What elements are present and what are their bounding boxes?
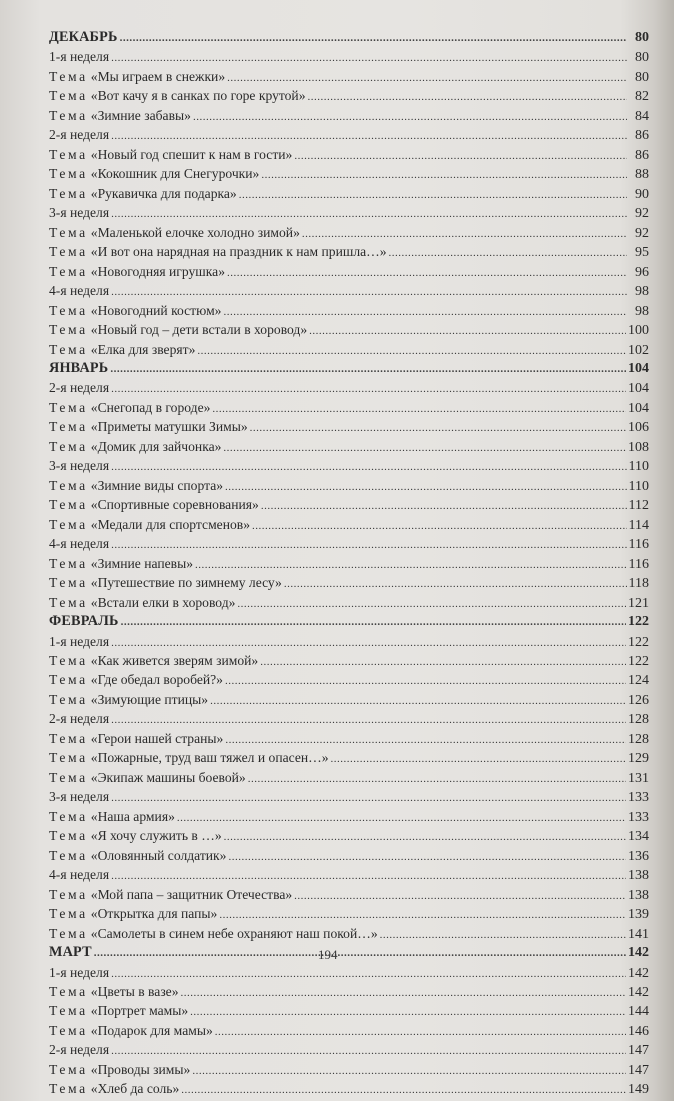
toc-entry-label: 4-я неделя: [49, 536, 110, 552]
toc-entry-prefix: Тема: [49, 185, 88, 201]
toc-entry-page: 110: [628, 459, 649, 475]
dot-leader: [212, 400, 626, 419]
toc-entry-topic: [49, 476, 649, 495]
toc-entry-title: [49, 690, 208, 709]
toc-entry-title: [49, 262, 225, 281]
toc-entry-week: [49, 709, 649, 728]
toc-entry-title: [49, 1021, 213, 1040]
toc-entry-label: «Рукавичка для подарка»: [90, 185, 237, 201]
toc-entry-title: [49, 378, 109, 397]
toc-entry-label: «Вот качу я в санках по горе крутой»: [90, 88, 306, 104]
toc-entry-label: ЯНВАРЬ: [49, 359, 109, 376]
toc-entry-title: [49, 515, 250, 534]
toc-entry-week: [49, 1040, 649, 1059]
toc-entry-page: 141: [628, 926, 649, 942]
toc-entry-label: «И вот она нарядная на праздник к нам пришла…»: [90, 244, 387, 260]
toc-entry-label: «Портрет мамы»: [90, 1003, 189, 1019]
toc-entry-title: [49, 554, 193, 573]
toc-entry-week: [49, 456, 649, 475]
toc-entry-title: [49, 456, 109, 475]
toc-entry-label: 2-я неделя: [49, 711, 110, 727]
dot-leader: [260, 653, 626, 672]
toc-entry-label: 2-я неделя: [49, 127, 110, 143]
toc-entry-page: 138: [628, 887, 649, 903]
toc-entry-title: [49, 47, 109, 66]
dot-leader: [120, 29, 627, 48]
toc-entry-title: [49, 1001, 188, 1020]
toc-entry-prefix: Тема: [49, 419, 88, 435]
toc-entry-prefix: Тема: [49, 886, 88, 902]
toc-entry-topic: [49, 690, 649, 709]
toc-entry-label: «Домик для зайчонка»: [90, 438, 222, 454]
toc-entry-title: [49, 787, 109, 806]
toc-entry-label: «Приметы матушки Зимы»: [90, 419, 248, 435]
dot-leader: [110, 360, 626, 379]
toc-entry-page: 142: [628, 965, 649, 981]
toc-entry-label: «Новый год спешит к нам в гости»: [90, 146, 293, 162]
dot-leader: [223, 439, 626, 458]
dot-leader: [309, 322, 626, 341]
toc-entry-week: [49, 281, 649, 300]
toc-entry-page: 147: [628, 1043, 649, 1059]
toc-entry-label: «Зимние виды спорта»: [90, 477, 224, 493]
toc-entry-label: «Путешествие по зимнему лесу»: [90, 575, 282, 591]
dot-leader: [192, 1062, 626, 1081]
toc-entry-label: «Кокошник для Снегурочки»: [90, 166, 260, 182]
toc-entry-label: «Елка для зверят»: [90, 341, 196, 357]
toc-entry-topic: [49, 1001, 649, 1020]
toc-entry-page: 106: [628, 420, 649, 436]
toc-entry-topic: [49, 184, 649, 203]
toc-entry-topic: [49, 768, 649, 787]
toc-entry-topic: [49, 164, 649, 183]
toc-entry-label: 3-я неделя: [49, 789, 110, 805]
toc-entry-topic: [49, 320, 649, 339]
toc-entry-topic: [49, 904, 649, 923]
dot-leader: [111, 789, 626, 808]
toc-entry-label: 2-я неделя: [49, 1042, 110, 1058]
toc-entry-title: [49, 729, 223, 748]
toc-entry-topic: [49, 826, 649, 845]
dot-leader: [94, 944, 626, 963]
toc-entry-topic: [49, 398, 649, 417]
dot-leader: [308, 88, 628, 107]
toc-entry-week: [49, 47, 649, 66]
toc-entry-page: 118: [628, 576, 649, 592]
dot-leader: [228, 848, 626, 867]
dot-leader: [284, 575, 627, 594]
toc-entry-label: МАРТ: [49, 944, 92, 961]
toc-entry-topic: [49, 729, 649, 748]
toc-entry-page: 110: [628, 478, 649, 494]
toc-entry-prefix: Тема: [49, 672, 88, 688]
toc-entry-page: 86: [635, 128, 649, 144]
toc-entry-page: 138: [628, 868, 649, 884]
toc-entry-topic: [49, 242, 649, 261]
dot-leader: [252, 517, 627, 536]
toc-entry-title: [49, 28, 118, 47]
toc-entry-topic: [49, 924, 649, 943]
toc-entry-label: «Оловянный солдатик»: [90, 847, 227, 863]
dot-leader: [294, 887, 626, 906]
toc-entry-label: «Герои нашей страны»: [90, 730, 224, 746]
toc-entry-month: [49, 28, 649, 47]
toc-entry-title: [49, 67, 225, 86]
toc-entry-page: 108: [628, 439, 649, 455]
toc-entry-page: 112: [628, 498, 649, 514]
toc-entry-page: 126: [628, 692, 649, 708]
toc-entry-page: 116: [628, 556, 649, 572]
dot-leader: [177, 809, 626, 828]
toc-entry-page: 147: [628, 1062, 649, 1078]
toc-entry-page: 102: [628, 342, 649, 358]
toc-entry-prefix: Тема: [49, 750, 88, 766]
toc-entry-label: «Зимние забавы»: [90, 107, 191, 123]
toc-entry-prefix: Тема: [49, 263, 88, 279]
toc-entry-label: 3-я неделя: [49, 205, 110, 221]
toc-entry-prefix: Тема: [49, 146, 88, 162]
toc-entry-month: [49, 943, 649, 962]
toc-entry-prefix: Тема: [49, 302, 88, 318]
toc-entry-title: [49, 924, 378, 943]
toc-entry-title: [49, 670, 223, 689]
toc-entry-page: 146: [628, 1023, 649, 1039]
toc-entry-week: [49, 865, 649, 884]
toc-entry-prefix: Тема: [49, 1003, 88, 1019]
dot-leader: [248, 770, 626, 789]
dot-leader: [190, 1003, 626, 1022]
toc-entry-topic: [49, 885, 649, 904]
toc-entry-title: [49, 943, 92, 962]
toc-entry-page: 122: [628, 614, 649, 630]
toc-entry-prefix: Тема: [49, 925, 88, 941]
toc-entry-page: 84: [635, 108, 649, 124]
dot-leader: [225, 478, 626, 497]
toc-entry-title: [49, 573, 282, 592]
toc-entry-title: [49, 846, 226, 865]
toc-entry-label: «Открытка для папы»: [90, 906, 218, 922]
toc-entry-page: 139: [628, 907, 649, 923]
toc-entry-prefix: Тема: [49, 808, 88, 824]
dot-leader: [389, 244, 627, 263]
toc-entry-label: «Цветы в вазе»: [90, 983, 179, 999]
toc-entry-label: «Новогодний костюм»: [90, 302, 222, 318]
toc-entry-title: [49, 534, 109, 553]
toc-entry-page: 128: [628, 712, 649, 728]
toc-entry-topic: [49, 1021, 649, 1040]
toc-entry-topic: [49, 437, 649, 456]
dot-leader: [181, 1081, 626, 1100]
toc-entry-label: «Подарок для мамы»: [90, 1022, 213, 1038]
toc-entry-week: [49, 125, 649, 144]
toc-entry-page: 133: [628, 809, 649, 825]
toc-entry-label: «Встали елки в хоровод»: [90, 594, 236, 610]
toc-entry-prefix: Тема: [49, 1061, 88, 1077]
dot-leader: [215, 1023, 626, 1042]
toc-entry-prefix: Тема: [49, 1022, 88, 1038]
toc-entry-title: [49, 281, 109, 300]
dot-leader: [237, 595, 626, 614]
toc-entry-prefix: Тема: [49, 828, 88, 844]
toc-entry-title: [49, 865, 109, 884]
toc-entry-page: 96: [635, 264, 649, 280]
toc-entry-prefix: Тема: [49, 691, 88, 707]
toc-entry-week: [49, 203, 649, 222]
toc-entry-title: [49, 982, 179, 1001]
toc-entry-title: [49, 125, 109, 144]
dot-leader: [111, 965, 626, 984]
toc-entry-label: 1-я неделя: [49, 49, 110, 65]
toc-entry-week: [49, 787, 649, 806]
toc-entry-week: [49, 963, 649, 982]
toc-entry-title: [49, 904, 217, 923]
toc-entry-label: «Медали для спортсменов»: [90, 516, 250, 532]
toc-entry-topic: [49, 67, 649, 86]
toc-entry-label: «Мы играем в снежки»: [90, 68, 226, 84]
dot-leader: [121, 613, 626, 632]
toc-entry-topic: [49, 1079, 649, 1098]
dot-leader: [227, 264, 627, 283]
toc-entry-title: [49, 612, 119, 631]
toc-entry-title: [49, 223, 300, 242]
toc-entry-title: [49, 359, 108, 378]
toc-entry-prefix: Тема: [49, 438, 88, 454]
toc-entry-prefix: Тема: [49, 322, 88, 338]
toc-entry-page: 92: [635, 225, 649, 241]
toc-entry-page: 149: [628, 1082, 649, 1098]
toc-entry-label: 3-я неделя: [49, 458, 110, 474]
toc-entry-page: 114: [628, 517, 649, 533]
toc-entry-label: «Проводы зимы»: [90, 1061, 191, 1077]
toc-entry-prefix: Тема: [49, 575, 88, 591]
toc-entry-label: «Снегопад в городе»: [90, 399, 211, 415]
toc-entry-prefix: Тема: [49, 769, 88, 785]
toc-entry-page: 80: [635, 30, 649, 45]
toc-entry-page: 144: [628, 1004, 649, 1020]
toc-entry-label: 4-я неделя: [49, 283, 110, 299]
toc-entry-prefix: Тема: [49, 497, 88, 513]
toc-entry-title: [49, 1079, 179, 1098]
toc-entry-topic: [49, 593, 649, 612]
toc-entry-label: «Спортивные соревнования»: [90, 497, 259, 513]
dot-leader: [331, 750, 626, 769]
toc-entry-topic: [49, 417, 649, 436]
toc-entry-week: [49, 632, 649, 651]
toc-entry-topic: [49, 748, 649, 767]
toc-entry-label: «Самолеты в синем небе охраняют наш покой…»: [90, 925, 378, 941]
toc-entry-prefix: Тема: [49, 399, 88, 415]
toc-entry-label: ДЕКАБРЬ: [49, 29, 118, 45]
toc-entry-title: [49, 1040, 109, 1059]
toc-entry-title: [49, 398, 210, 417]
dot-leader: [193, 108, 627, 127]
toc-entry-prefix: Тема: [49, 477, 88, 493]
table-of-contents: [49, 28, 649, 1099]
toc-entry-page: 80: [635, 50, 649, 66]
toc-entry-page: 104: [628, 381, 649, 397]
toc-entry-topic: [49, 223, 649, 242]
dot-leader: [224, 828, 626, 847]
page-number: 194: [318, 947, 338, 962]
dot-leader: [250, 419, 626, 438]
toc-entry-topic: [49, 515, 649, 534]
toc-entry-title: [49, 495, 259, 514]
toc-entry-prefix: Тема: [49, 88, 88, 104]
toc-entry-prefix: Тема: [49, 906, 88, 922]
toc-entry-label: 1-я неделя: [49, 633, 110, 649]
toc-entry-title: [49, 651, 258, 670]
toc-entry-page: 98: [635, 303, 649, 319]
dot-leader: [380, 926, 626, 945]
toc-entry-page: 133: [628, 790, 649, 806]
toc-entry-prefix: Тема: [49, 516, 88, 532]
toc-entry-prefix: Тема: [49, 653, 88, 668]
toc-entry-topic: [49, 145, 649, 164]
toc-entry-title: [49, 963, 109, 982]
dot-leader: [225, 672, 626, 691]
toc-entry-topic: [49, 262, 649, 281]
toc-entry-title: [49, 437, 221, 456]
toc-entry-label: «Как живется зверям зимой»: [90, 653, 259, 668]
toc-entry-topic: [49, 301, 649, 320]
toc-entry-prefix: Тема: [49, 594, 88, 610]
toc-entry-prefix: Тема: [49, 1081, 88, 1097]
toc-entry-prefix: Тема: [49, 68, 88, 84]
toc-entry-title: [49, 417, 248, 436]
toc-entry-topic: [49, 651, 649, 670]
toc-entry-label: «Зимние напевы»: [90, 555, 194, 571]
toc-entry-label: 2-я неделя: [49, 380, 110, 396]
toc-entry-topic: [49, 982, 649, 1001]
toc-entry-label: «Маленькой елочке холодно зимой»: [90, 224, 300, 240]
toc-entry-page: 104: [628, 360, 649, 376]
toc-entry-label: 1-я неделя: [49, 964, 110, 980]
toc-entry-title: [49, 826, 222, 845]
toc-entry-page: 131: [628, 770, 649, 786]
dot-leader: [294, 147, 627, 166]
toc-entry-label: «Я хочу служить в …»: [90, 828, 222, 844]
toc-entry-label: ФЕВРАЛЬ: [49, 613, 119, 630]
dot-leader: [210, 692, 626, 711]
toc-entry-page: 116: [628, 537, 649, 553]
toc-entry-label: «Новый год – дети встали в хоровод»: [90, 322, 308, 338]
toc-entry-title: [49, 184, 237, 203]
toc-entry-prefix: Тема: [49, 166, 88, 182]
toc-entry-title: [49, 885, 292, 904]
toc-entry-page: 122: [628, 634, 649, 650]
toc-entry-week: [49, 534, 649, 553]
toc-entry-month: [49, 612, 649, 631]
toc-entry-page: 92: [635, 206, 649, 222]
toc-entry-page: 122: [628, 654, 649, 669]
toc-entry-label: «Экипаж машины боевой»: [90, 769, 246, 785]
toc-entry-title: [49, 768, 246, 787]
toc-entry-title: [49, 807, 175, 826]
toc-entry-page: 124: [628, 673, 649, 689]
toc-entry-prefix: Тема: [49, 847, 88, 863]
toc-entry-page: 142: [628, 984, 649, 1000]
toc-entry-title: [49, 593, 235, 612]
toc-entry-topic: [49, 495, 649, 514]
toc-entry-label: «Мой папа – защитник Отечества»: [90, 886, 293, 902]
toc-entry-title: [49, 203, 109, 222]
toc-entry-page: 82: [635, 89, 649, 105]
toc-entry-prefix: Тема: [49, 730, 88, 746]
toc-entry-page: 121: [628, 595, 649, 611]
toc-entry-title: [49, 145, 292, 164]
toc-entry-title: [49, 1060, 190, 1079]
dot-leader: [181, 984, 626, 1003]
toc-entry-label: «Хлеб да соль»: [90, 1081, 180, 1097]
toc-entry-topic: [49, 106, 649, 125]
toc-entry-topic: [49, 670, 649, 689]
toc-entry-page: 104: [628, 400, 649, 416]
toc-entry-topic: [49, 846, 649, 865]
dot-leader: [197, 342, 626, 361]
toc-entry-week: [49, 378, 649, 397]
toc-entry-title: [49, 86, 306, 105]
toc-entry-prefix: Тема: [49, 244, 88, 260]
toc-entry-prefix: Тема: [49, 341, 88, 357]
toc-entry-title: [49, 476, 223, 495]
toc-entry-prefix: Тема: [49, 983, 88, 999]
toc-entry-label: «Где обедал воробей?»: [90, 672, 223, 688]
toc-entry-month: [49, 359, 649, 378]
toc-entry-label: «Зимующие птицы»: [90, 691, 209, 707]
toc-entry-topic: [49, 807, 649, 826]
toc-entry-title: [49, 340, 195, 359]
toc-entry-title: [49, 164, 259, 183]
toc-entry-page: 129: [628, 751, 649, 767]
toc-entry-label: «Пожарные, труд ваш тяжел и опасен…»: [90, 750, 329, 766]
dot-leader: [239, 186, 627, 205]
toc-entry-page: 88: [635, 167, 649, 183]
toc-entry-title: [49, 709, 109, 728]
toc-entry-title: [49, 320, 307, 339]
toc-entry-title: [49, 632, 109, 651]
toc-entry-page: 136: [628, 848, 649, 864]
toc-entry-label: 4-я неделя: [49, 867, 110, 883]
toc-entry-page: 86: [635, 147, 649, 163]
toc-entry-page: 80: [635, 69, 649, 85]
toc-entry-label: «Наша армия»: [90, 808, 175, 824]
toc-entry-topic: [49, 86, 649, 105]
toc-entry-title: [49, 242, 387, 261]
toc-entry-page: 95: [635, 245, 649, 261]
toc-entry-prefix: Тема: [49, 224, 88, 240]
toc-entry-prefix: Тема: [49, 555, 88, 571]
toc-entry-topic: [49, 554, 649, 573]
toc-entry-label: «Новогодняя игрушка»: [90, 263, 225, 279]
toc-entry-title: [49, 106, 191, 125]
toc-entry-page: 98: [635, 284, 649, 300]
toc-entry-topic: [49, 1060, 649, 1079]
toc-entry-topic: [49, 340, 649, 359]
toc-entry-page: 128: [628, 731, 649, 747]
toc-entry-page: 100: [628, 323, 649, 339]
toc-entry-page: 90: [635, 186, 649, 202]
toc-entry-page: 142: [628, 945, 649, 961]
dot-leader: [261, 166, 627, 185]
dot-leader: [261, 497, 627, 516]
toc-entry-title: [49, 301, 221, 320]
toc-entry-prefix: Тема: [49, 107, 88, 123]
toc-entry-topic: [49, 573, 649, 592]
toc-entry-title: [49, 748, 329, 767]
toc-entry-page: 134: [628, 829, 649, 845]
